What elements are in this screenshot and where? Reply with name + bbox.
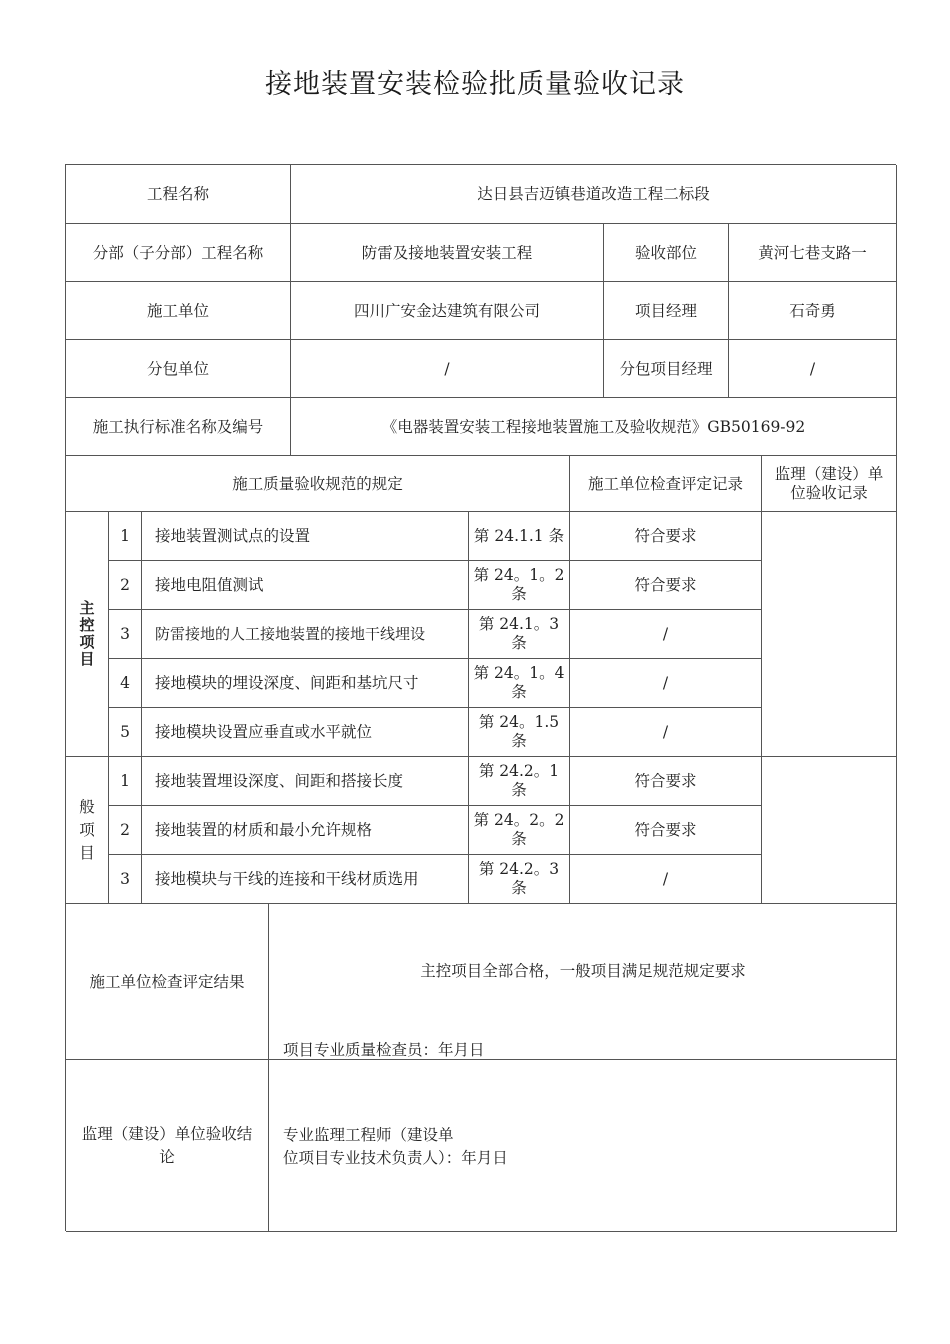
general-supervisor-record bbox=[762, 757, 897, 904]
supervisor-result-label: 监理（建设）单位验收结 论 bbox=[66, 1060, 269, 1232]
inspection-part-label: 验收部位 bbox=[604, 224, 729, 282]
main-item-3-result: / bbox=[570, 610, 762, 659]
supervisor-engineer-line1: 专业监理工程师（建设单 bbox=[283, 1126, 454, 1144]
general-item-3-result: / bbox=[570, 855, 762, 904]
standard-value: 《电器装置安装工程接地装置施工及验收规范》GB50169-92 bbox=[291, 398, 897, 456]
main-item-5-result: / bbox=[570, 708, 762, 757]
general-item-1-clause: 第 24.2。1 条 bbox=[469, 757, 570, 806]
main-item-5-desc: 接地模块设置应垂直或水平就位 bbox=[142, 708, 469, 757]
supervisor-record-header-line2: 位验收记录 bbox=[790, 483, 868, 502]
contractor-value: 四川广安金达建筑有限公司 bbox=[291, 282, 604, 340]
project-name-value: 达日县吉迈镇巷道改造工程二标段 bbox=[291, 165, 897, 224]
general-section-label: 般 项 目 bbox=[66, 757, 109, 904]
inspection-record-table bbox=[65, 164, 896, 1231]
main-item-2-result: 符合要求 bbox=[570, 561, 762, 610]
main-item-1-desc: 接地装置测试点的设置 bbox=[142, 512, 469, 561]
general-item-1-no: 1 bbox=[109, 757, 142, 806]
sub-manager-label: 分包项目经理 bbox=[604, 340, 729, 398]
standard-label: 施工执行标准名称及编号 bbox=[66, 398, 291, 456]
project-manager-label: 项目经理 bbox=[604, 282, 729, 340]
spec-column-header: 施工质量验收规范的规定 bbox=[66, 456, 570, 512]
page-title: 接地装置安装检验批质量验收记录 bbox=[265, 69, 685, 100]
main-item-1-no: 1 bbox=[109, 512, 142, 561]
main-item-4-result: / bbox=[570, 659, 762, 708]
supervisor-record-header-line1: 监理（建设）单 bbox=[774, 464, 884, 483]
contractor-result-label: 施工单位检查评定结果 bbox=[66, 904, 269, 1060]
general-item-2-result: 符合要求 bbox=[570, 806, 762, 855]
general-item-1-result: 符合要求 bbox=[570, 757, 762, 806]
supervisor-result-content bbox=[269, 1060, 897, 1232]
main-item-4-desc: 接地模块的埋设深度、间距和基坑尺寸 bbox=[142, 659, 469, 708]
general-item-3-desc: 接地模块与干线的连接和干线材质选用 bbox=[142, 855, 469, 904]
general-item-2-no: 2 bbox=[109, 806, 142, 855]
subcontractor-label: 分包单位 bbox=[66, 340, 291, 398]
general-item-2-clause: 第 24。2。2 条 bbox=[469, 806, 570, 855]
general-item-2-desc: 接地装置的材质和最小允许规格 bbox=[142, 806, 469, 855]
main-item-3-clause: 第 24.1。3 条 bbox=[469, 610, 570, 659]
main-control-section-label: 主 控 项 目 bbox=[66, 512, 109, 757]
main-item-2-clause: 第 24。1。2 条 bbox=[469, 561, 570, 610]
main-item-3-desc: 防雷接地的人工接地装置的接地干线埋设 bbox=[142, 610, 469, 659]
subcontractor-value: / bbox=[291, 340, 604, 398]
main-item-1-clause: 第 24.1.1 条 bbox=[469, 512, 570, 561]
project-name-label: 工程名称 bbox=[66, 165, 291, 224]
main-item-4-no: 4 bbox=[109, 659, 142, 708]
main-item-1-result: 符合要求 bbox=[570, 512, 762, 561]
main-control-supervisor-record bbox=[762, 512, 897, 757]
inspection-part-value: 黄河七巷支路一 bbox=[729, 224, 897, 282]
subproject-label: 分部（子分部）工程名称 bbox=[66, 224, 291, 282]
contractor-record-column-header: 施工单位检查评定记录 bbox=[570, 456, 762, 512]
supervisor-engineer-line2: 位项目专业技术负责人）：年月日 bbox=[283, 1149, 508, 1167]
subproject-value: 防雷及接地装置安装工程 bbox=[291, 224, 604, 282]
quality-inspector-signature: 项目专业质量检查员：年月日 bbox=[283, 1041, 485, 1059]
main-item-4-clause: 第 24。1。4 条 bbox=[469, 659, 570, 708]
main-item-5-clause: 第 24。1.5 条 bbox=[469, 708, 570, 757]
general-item-1-desc: 接地装置埋设深度、间距和搭接长度 bbox=[142, 757, 469, 806]
contractor-result-content bbox=[269, 904, 897, 1060]
general-item-3-no: 3 bbox=[109, 855, 142, 904]
main-item-2-desc: 接地电阻值测试 bbox=[142, 561, 469, 610]
contractor-result-text: 主控项目全部合格，一般项目满足规范规定要求 bbox=[420, 962, 746, 980]
project-manager-value: 石奇勇 bbox=[729, 282, 897, 340]
main-item-5-no: 5 bbox=[109, 708, 142, 757]
supervisor-record-column-header bbox=[762, 456, 897, 512]
contractor-label: 施工单位 bbox=[66, 282, 291, 340]
general-item-3-clause: 第 24.2。3 条 bbox=[469, 855, 570, 904]
main-item-3-no: 3 bbox=[109, 610, 142, 659]
main-item-2-no: 2 bbox=[109, 561, 142, 610]
sub-manager-value: / bbox=[729, 340, 897, 398]
